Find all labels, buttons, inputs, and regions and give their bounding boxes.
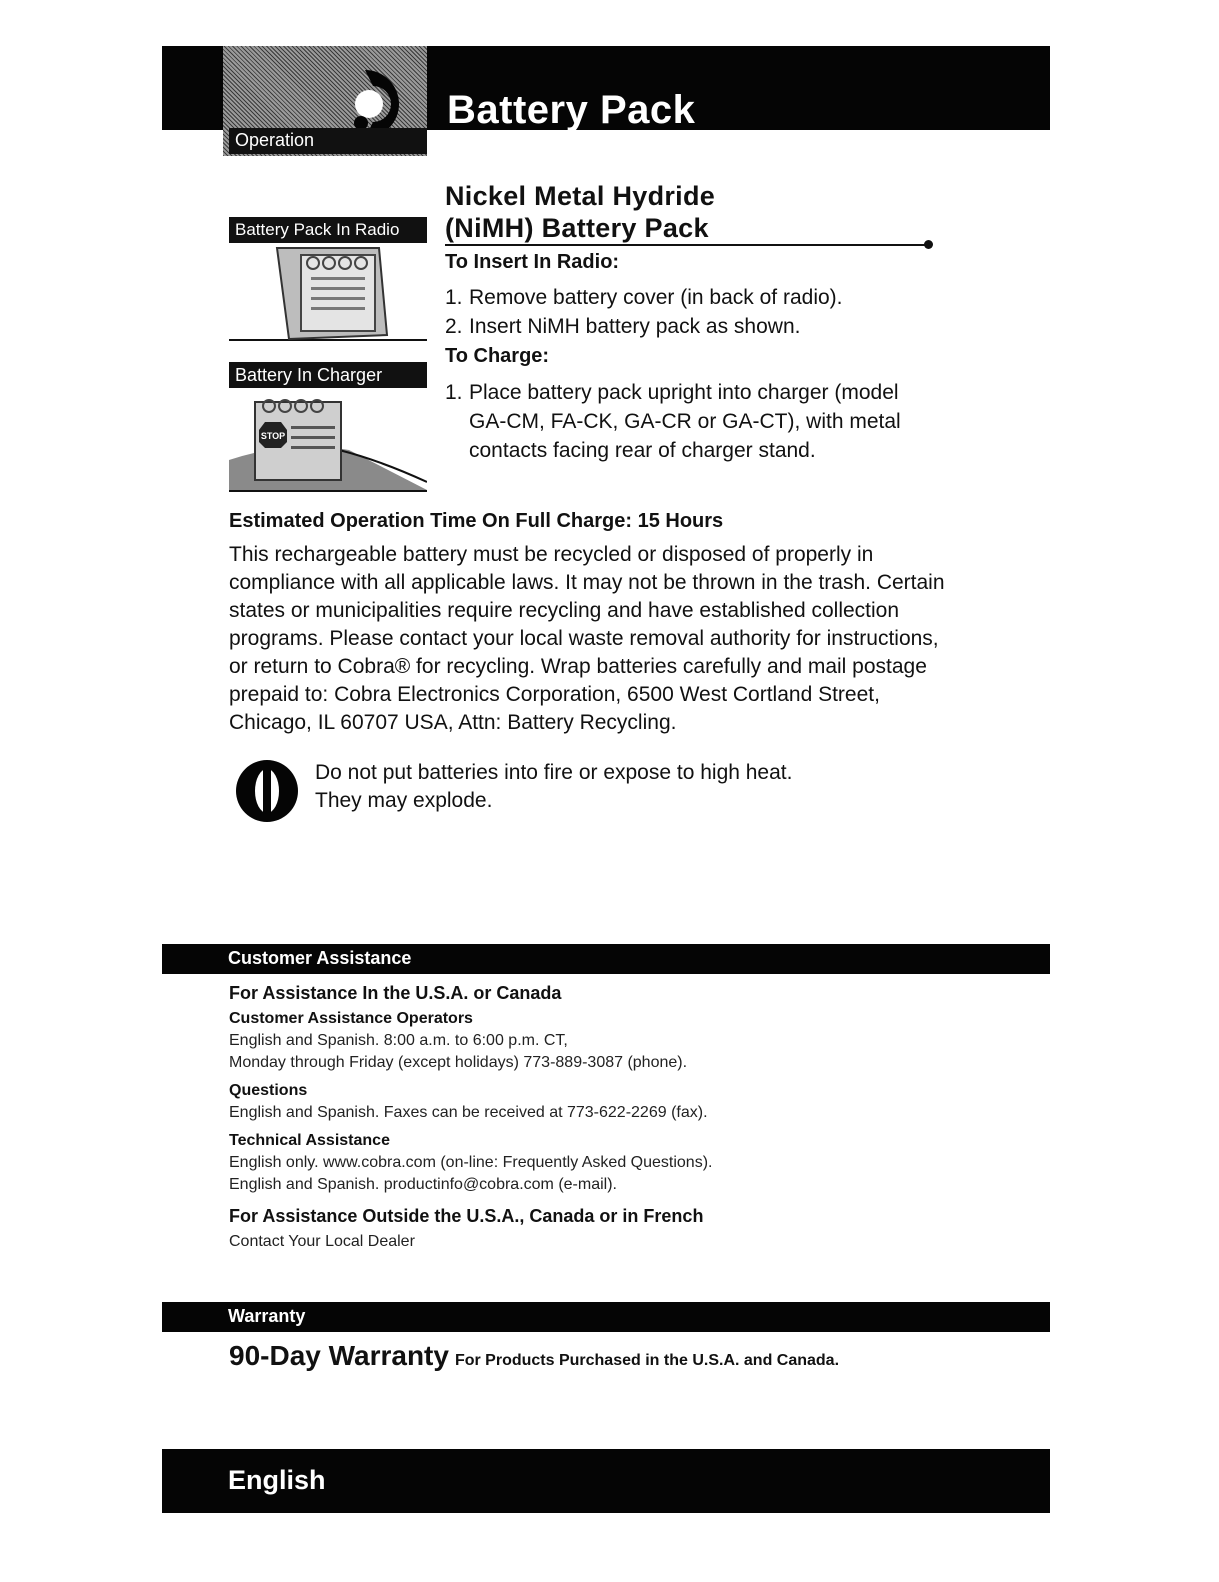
questions-heading: Questions: [229, 1082, 308, 1099]
questions-line: English and Spanish. Faxes can be received at 773-622-2269 (fax).: [229, 1104, 708, 1121]
recycling-paragraph: This rechargeable battery must be recycled or disposed of properly in compliance with all applicable laws. It may not be thrown in the trash. Certain states or municipalities require recycling and have established collection programs. Please contact your local waste removal authority for instructions, or return to Cobra® for recycling. Wrap batteries carefully and mail postage prepaid to: Cobra Electronics Corporation, 6500 West Cortland Street, Chicago, IL 60707 USA, Attn: Battery Recycling.: [229, 543, 945, 734]
outside-heading: For Assistance Outside the U.S.A., Canada or in French: [229, 1206, 704, 1226]
warning-line1: Do not put batteries into fire or expose to high heat.: [315, 761, 793, 784]
warranty-title: 90-Day Warranty: [229, 1340, 449, 1371]
stop-label: STOP: [260, 431, 286, 441]
warranty-bar-title: Warranty: [228, 1306, 306, 1326]
customer-assistance-bar: [162, 944, 1050, 974]
technical-heading: Technical Assistance: [229, 1132, 390, 1149]
heading-rule: [445, 244, 930, 246]
footer-language: English: [228, 1465, 326, 1495]
operators-line2: Monday through Friday (except holidays) 773-889-3087 (phone).: [229, 1054, 688, 1071]
technical-line2: English and Spanish. productinfo@cobra.com (e-mail).: [229, 1176, 617, 1193]
page-title: Battery Pack: [447, 88, 696, 132]
charge-steps: [445, 378, 925, 465]
technical-line1: English only. www.cobra.com (on-line: Frequently Asked Questions).: [229, 1154, 713, 1171]
nimh-heading-line2: (NiMH) Battery Pack: [445, 213, 709, 243]
estimate-heading: Estimated Operation Time On Full Charge: 15 Hours: [229, 510, 724, 532]
battery-in-radio-image: [229, 243, 427, 343]
list-item: 1. Place battery pack upright into charger (model GA-CM, FA-CK, GA-CR or GA-CT), with metal contacts facing rear of charger stand.: [445, 381, 901, 462]
customer-assistance-title: Customer Assistance: [228, 948, 412, 968]
heading-rule-dot: [924, 240, 933, 249]
insert-steps: [445, 283, 843, 341]
usa-heading: For Assistance In the U.S.A. or Canada: [229, 983, 562, 1003]
charge-heading: To Charge:: [445, 345, 550, 367]
nimh-heading: [445, 180, 715, 244]
insert-heading: To Insert In Radio:: [445, 251, 620, 273]
charger-figure-caption: Battery In Charger: [229, 362, 427, 388]
operators-line1: English and Spanish. 8:00 a.m. to 6:00 p.m. CT,: [229, 1032, 568, 1049]
fire-warning-icon: [233, 757, 301, 825]
warranty-line: [229, 1340, 839, 1372]
operators-heading: Customer Assistance Operators: [229, 1010, 473, 1027]
fire-warning-text: [315, 759, 792, 815]
radio-figure-caption: Battery Pack In Radio: [229, 217, 427, 243]
section-tab-label: Operation: [235, 130, 315, 150]
customer-assistance-section: [229, 983, 989, 1253]
section-tab: [229, 128, 427, 154]
nimh-heading-line1: Nickel Metal Hydride: [445, 181, 716, 211]
warranty-bar: [162, 1302, 1050, 1332]
warning-line2: They may explode.: [315, 789, 493, 812]
list-item: 2. Insert NiMH battery pack as shown.: [445, 315, 801, 338]
outside-line: Contact Your Local Dealer: [229, 1233, 415, 1250]
footer-bar: [162, 1449, 1050, 1513]
battery-in-charger-image: [229, 390, 427, 495]
warranty-subtitle: For Products Purchased in the U.S.A. and Canada.: [454, 1352, 840, 1369]
list-item: 1. Remove battery cover (in back of radio).: [445, 286, 843, 309]
